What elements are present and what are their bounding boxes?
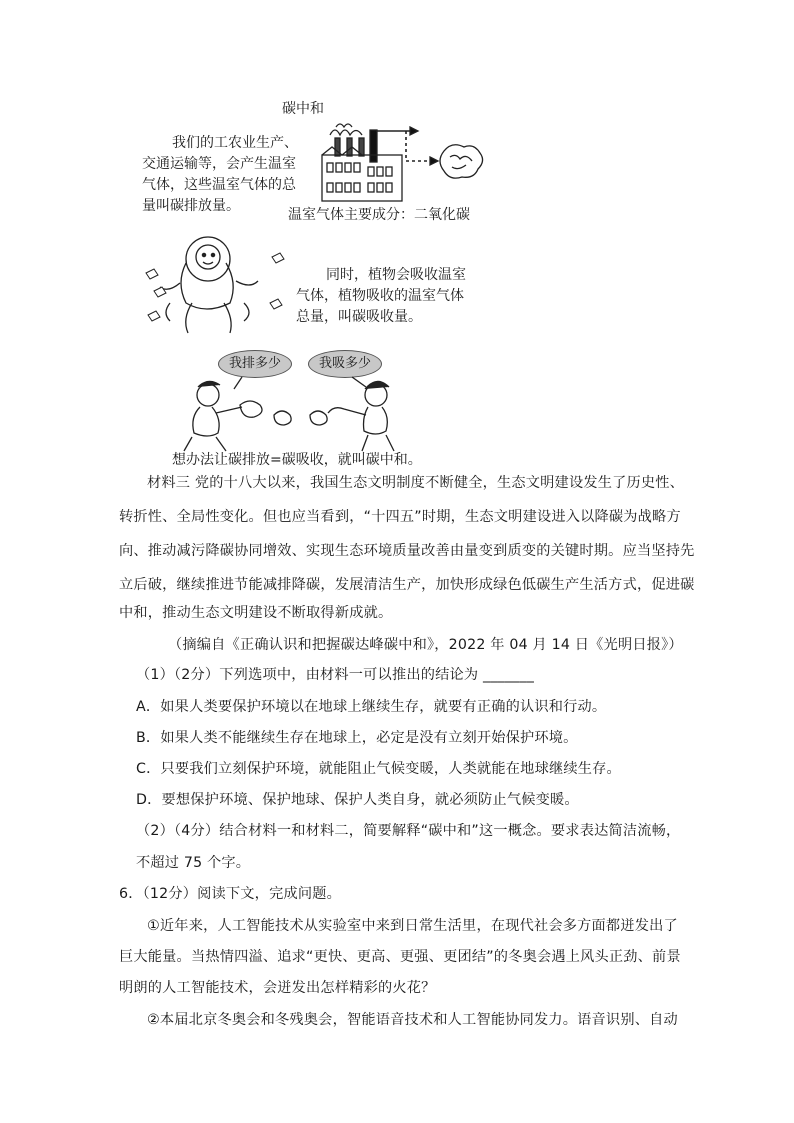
q2-line-1: （2）（4分）结合材料一和材料二，简要解释“碳中和”这一概念。要求表达简洁流畅， bbox=[136, 823, 681, 839]
tree-figure-icon bbox=[140, 233, 300, 343]
q6-para2-line-1: ②本届北京冬奥会和冬残奥会，智能语音技术和人工智能协同发力。语音识别、自动 bbox=[147, 1012, 678, 1028]
material3-source: （摘编自《正确认识和把握碳达峰碳中和》，2022 年 04 月 14 日《光明日报》） bbox=[168, 637, 683, 653]
q6-heading: 6．（12分）阅读下文，完成问题。 bbox=[119, 886, 342, 902]
panel1-line-3: 气体，这些温室气体的总 bbox=[142, 177, 296, 193]
panel1-line-4: 量叫碳排放量。 bbox=[142, 198, 240, 214]
material3-line-3: 向、推动减污降碳协同增效、实现生态环境质量改善由量变到质变的关键时期。应当坚持先 bbox=[119, 543, 695, 559]
material3-line-1: 材料三 党的十八大以来，我国生态文明制度不断健全，生态文明建设发生了历史性、 bbox=[147, 475, 685, 491]
panel1-caption: 温室气体主要成分：二氧化碳 bbox=[288, 207, 470, 223]
panel2-line-2: 气体，植物吸收的温室气体 bbox=[296, 288, 464, 304]
illustration-title: 碳中和 bbox=[282, 101, 324, 117]
q1-option-b: B．如果人类不能继续生存在地球上，必定是没有立刻开始保护环境。 bbox=[136, 730, 578, 746]
q6-para1-line-3: 明朗的人工智能技术，会迸发出怎样精彩的火花？ bbox=[119, 980, 436, 996]
panel3-caption: 想办法让碳排放=碳吸收，就叫碳中和。 bbox=[172, 452, 422, 468]
panel2-line-1: 同时，植物会吸收温室 bbox=[326, 267, 466, 283]
q1-option-c: C．只要我们立刻保护环境，就能阻止气候变暖，人类就能在地球继续生存。 bbox=[136, 761, 621, 777]
q6-para1-line-2: 巨大能量。当热情四溢、追求“更快、更高、更强、更团结”的冬奥会遇上风头正劲、前景 bbox=[119, 949, 681, 965]
panel2-line-3: 总量，叫碳吸收量。 bbox=[296, 309, 422, 325]
q2-line-2: 不超过 75 个字。 bbox=[136, 855, 251, 871]
q1-stem: （1）（2分）下列选项中，由材料一可以推出的结论为 _______ bbox=[136, 667, 535, 683]
speech-bubble-left: 我排多少 bbox=[218, 350, 292, 378]
carbon-neutral-illustration bbox=[130, 95, 630, 467]
material3-line-4: 立后破，继续推进节能减排降碳，发展清洁生产，加快形成绿色低碳生产生活方式，促进碳 bbox=[119, 577, 695, 593]
q6-para1-line-1: ①近年来，人工智能技术从实验室中来到日常生活里，在现代社会多方面都迸发出了 bbox=[147, 918, 678, 934]
panel1-line-1: 我们的工农业生产、 bbox=[172, 135, 298, 151]
speech-bubble-right: 我吸多少 bbox=[308, 350, 382, 378]
q1-option-a: A．如果人类要保护环境以在地球上继续生存，就要有正确的认识和行动。 bbox=[136, 699, 607, 715]
material3-line-2: 转折性、全局性变化。但也应当看到，“十四五”时期，生态文明建设进入以降碳为战略方 bbox=[119, 509, 681, 525]
factory-icon bbox=[130, 95, 490, 205]
panel1-line-2: 交通运输等，会产生温室 bbox=[142, 156, 296, 172]
material3-line-5: 中和，推动生态文明建设不断取得新成就。 bbox=[119, 605, 393, 621]
q1-option-d: D．要想保护环境、保护地球、保护人类自身，就必须防止气候变暖。 bbox=[136, 792, 579, 808]
